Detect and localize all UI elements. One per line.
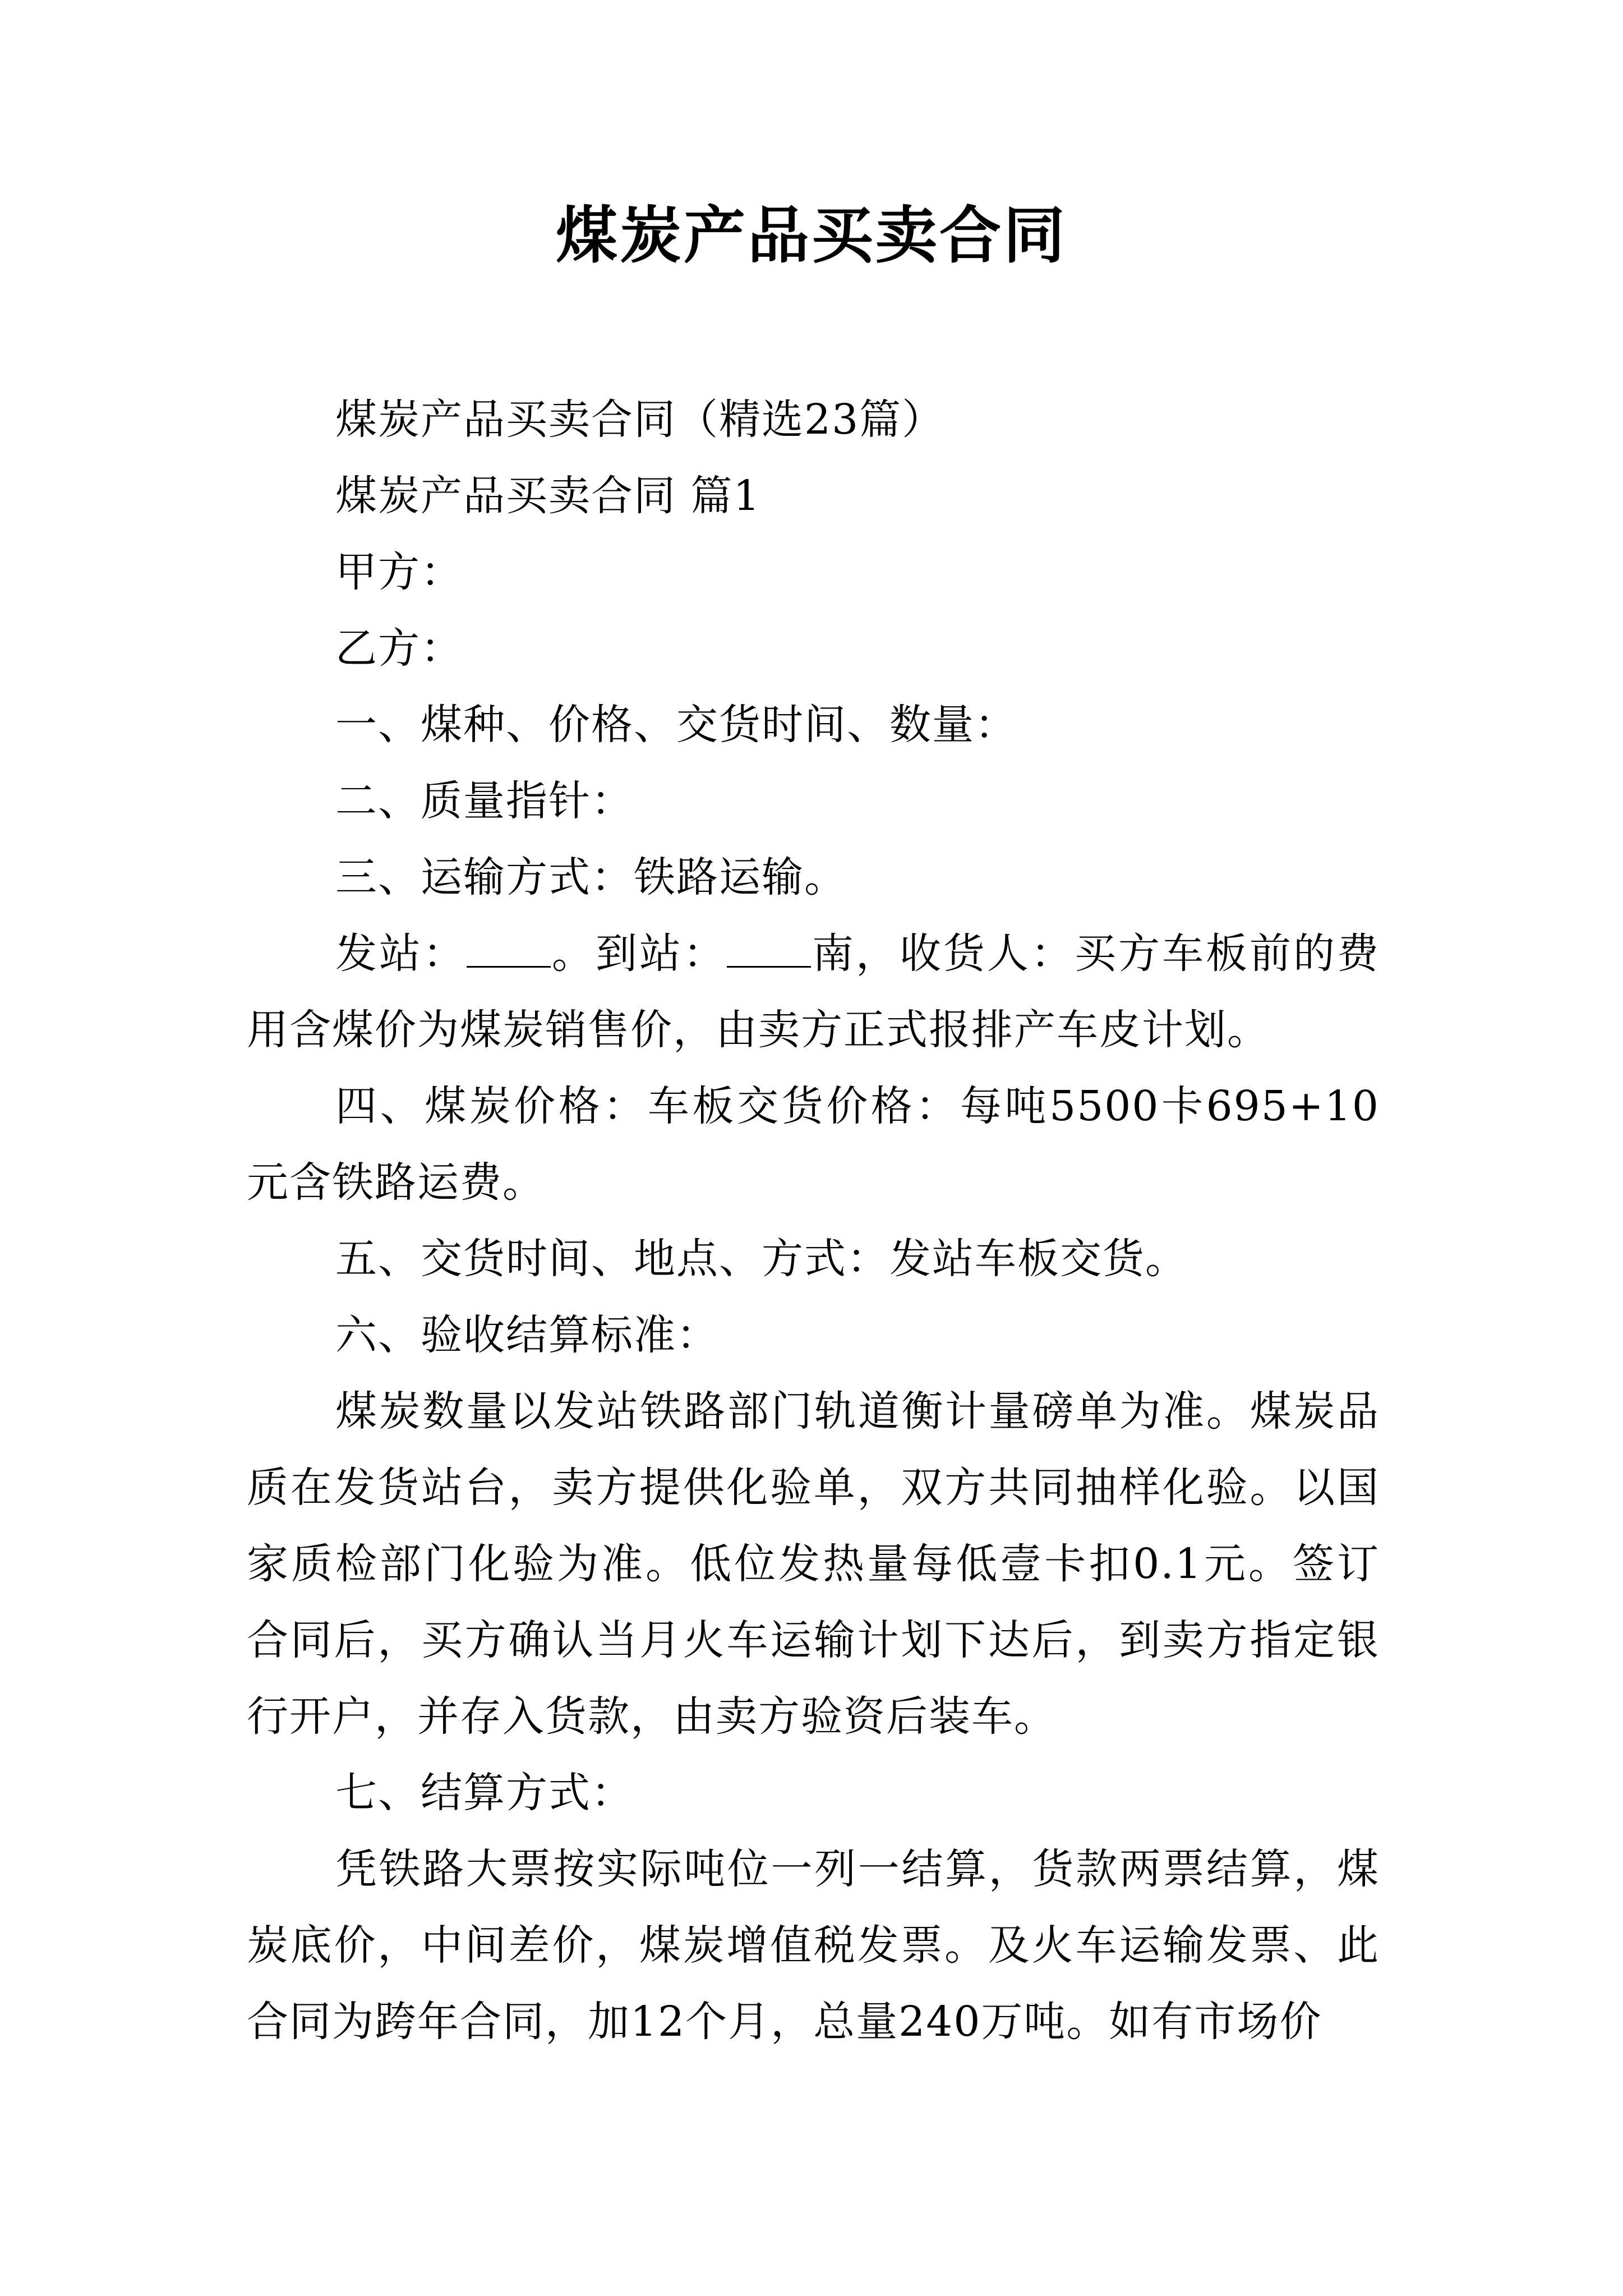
paragraph-party-b: 乙方： [335, 624, 463, 673]
paragraph-settlement-detail: 凭铁路大票按实际吨位一列一结算，货款两票结算，煤炭底价，中间差价，煤炭增值税发票。及火车运输发票、此合同为跨年合同，加12个月，总量240万吨。如有市场价 [247, 1845, 1380, 2046]
paragraph-subtitle: 煤炭产品买卖合同（精选23篇） [335, 395, 945, 444]
paragraph-party-a: 甲方： [335, 548, 463, 596]
paragraph-clause-1: 一、煤种、价格、交货时间、数量： [335, 701, 1017, 749]
paragraph-clause-4: 四、煤炭价格：车板交货价格：每吨5500卡695+10元含铁路运费。 [247, 1082, 1380, 1207]
station-to-label: 。到站： [551, 930, 727, 978]
station-detail-text: 南，收货人：买方车板前的费用含煤价为煤炭销售价，由卖方正式报排产车皮计划。 [247, 930, 1380, 1054]
document-title: 煤炭产品买卖合同 [556, 199, 1067, 272]
paragraph-acceptance-detail: 煤炭数量以发站铁路部门轨道衡计量磅单为准。煤炭品质在发货站台，卖方提供化验单，双方共同抽样化验。以国家质检部门化验为准。低位发热量每低壹卡扣0.1元。签订合同后，买方确认当月火车运输计划下达后，到卖方指定银行开户，并存入货款，由卖方验资后装车。 [247, 1387, 1380, 1741]
blank-line [727, 932, 811, 968]
paragraph-clause-6: 六、验收结算标准： [335, 1311, 719, 1359]
paragraph-section-heading: 煤炭产品买卖合同 篇1 [335, 472, 761, 520]
document-body [247, 381, 1380, 2060]
paragraph-stations [247, 915, 1380, 1068]
blank-line [467, 932, 551, 968]
station-from-label: 发站： [335, 930, 467, 978]
paragraph-clause-3: 三、运输方式：铁路运输。 [335, 853, 847, 901]
paragraph-clause-5: 五、交货时间、地点、方式：发站车板交货。 [335, 1235, 1188, 1283]
paragraph-clause-2: 二、质量指针： [335, 777, 634, 825]
paragraph-clause-7: 七、结算方式： [335, 1769, 634, 1817]
